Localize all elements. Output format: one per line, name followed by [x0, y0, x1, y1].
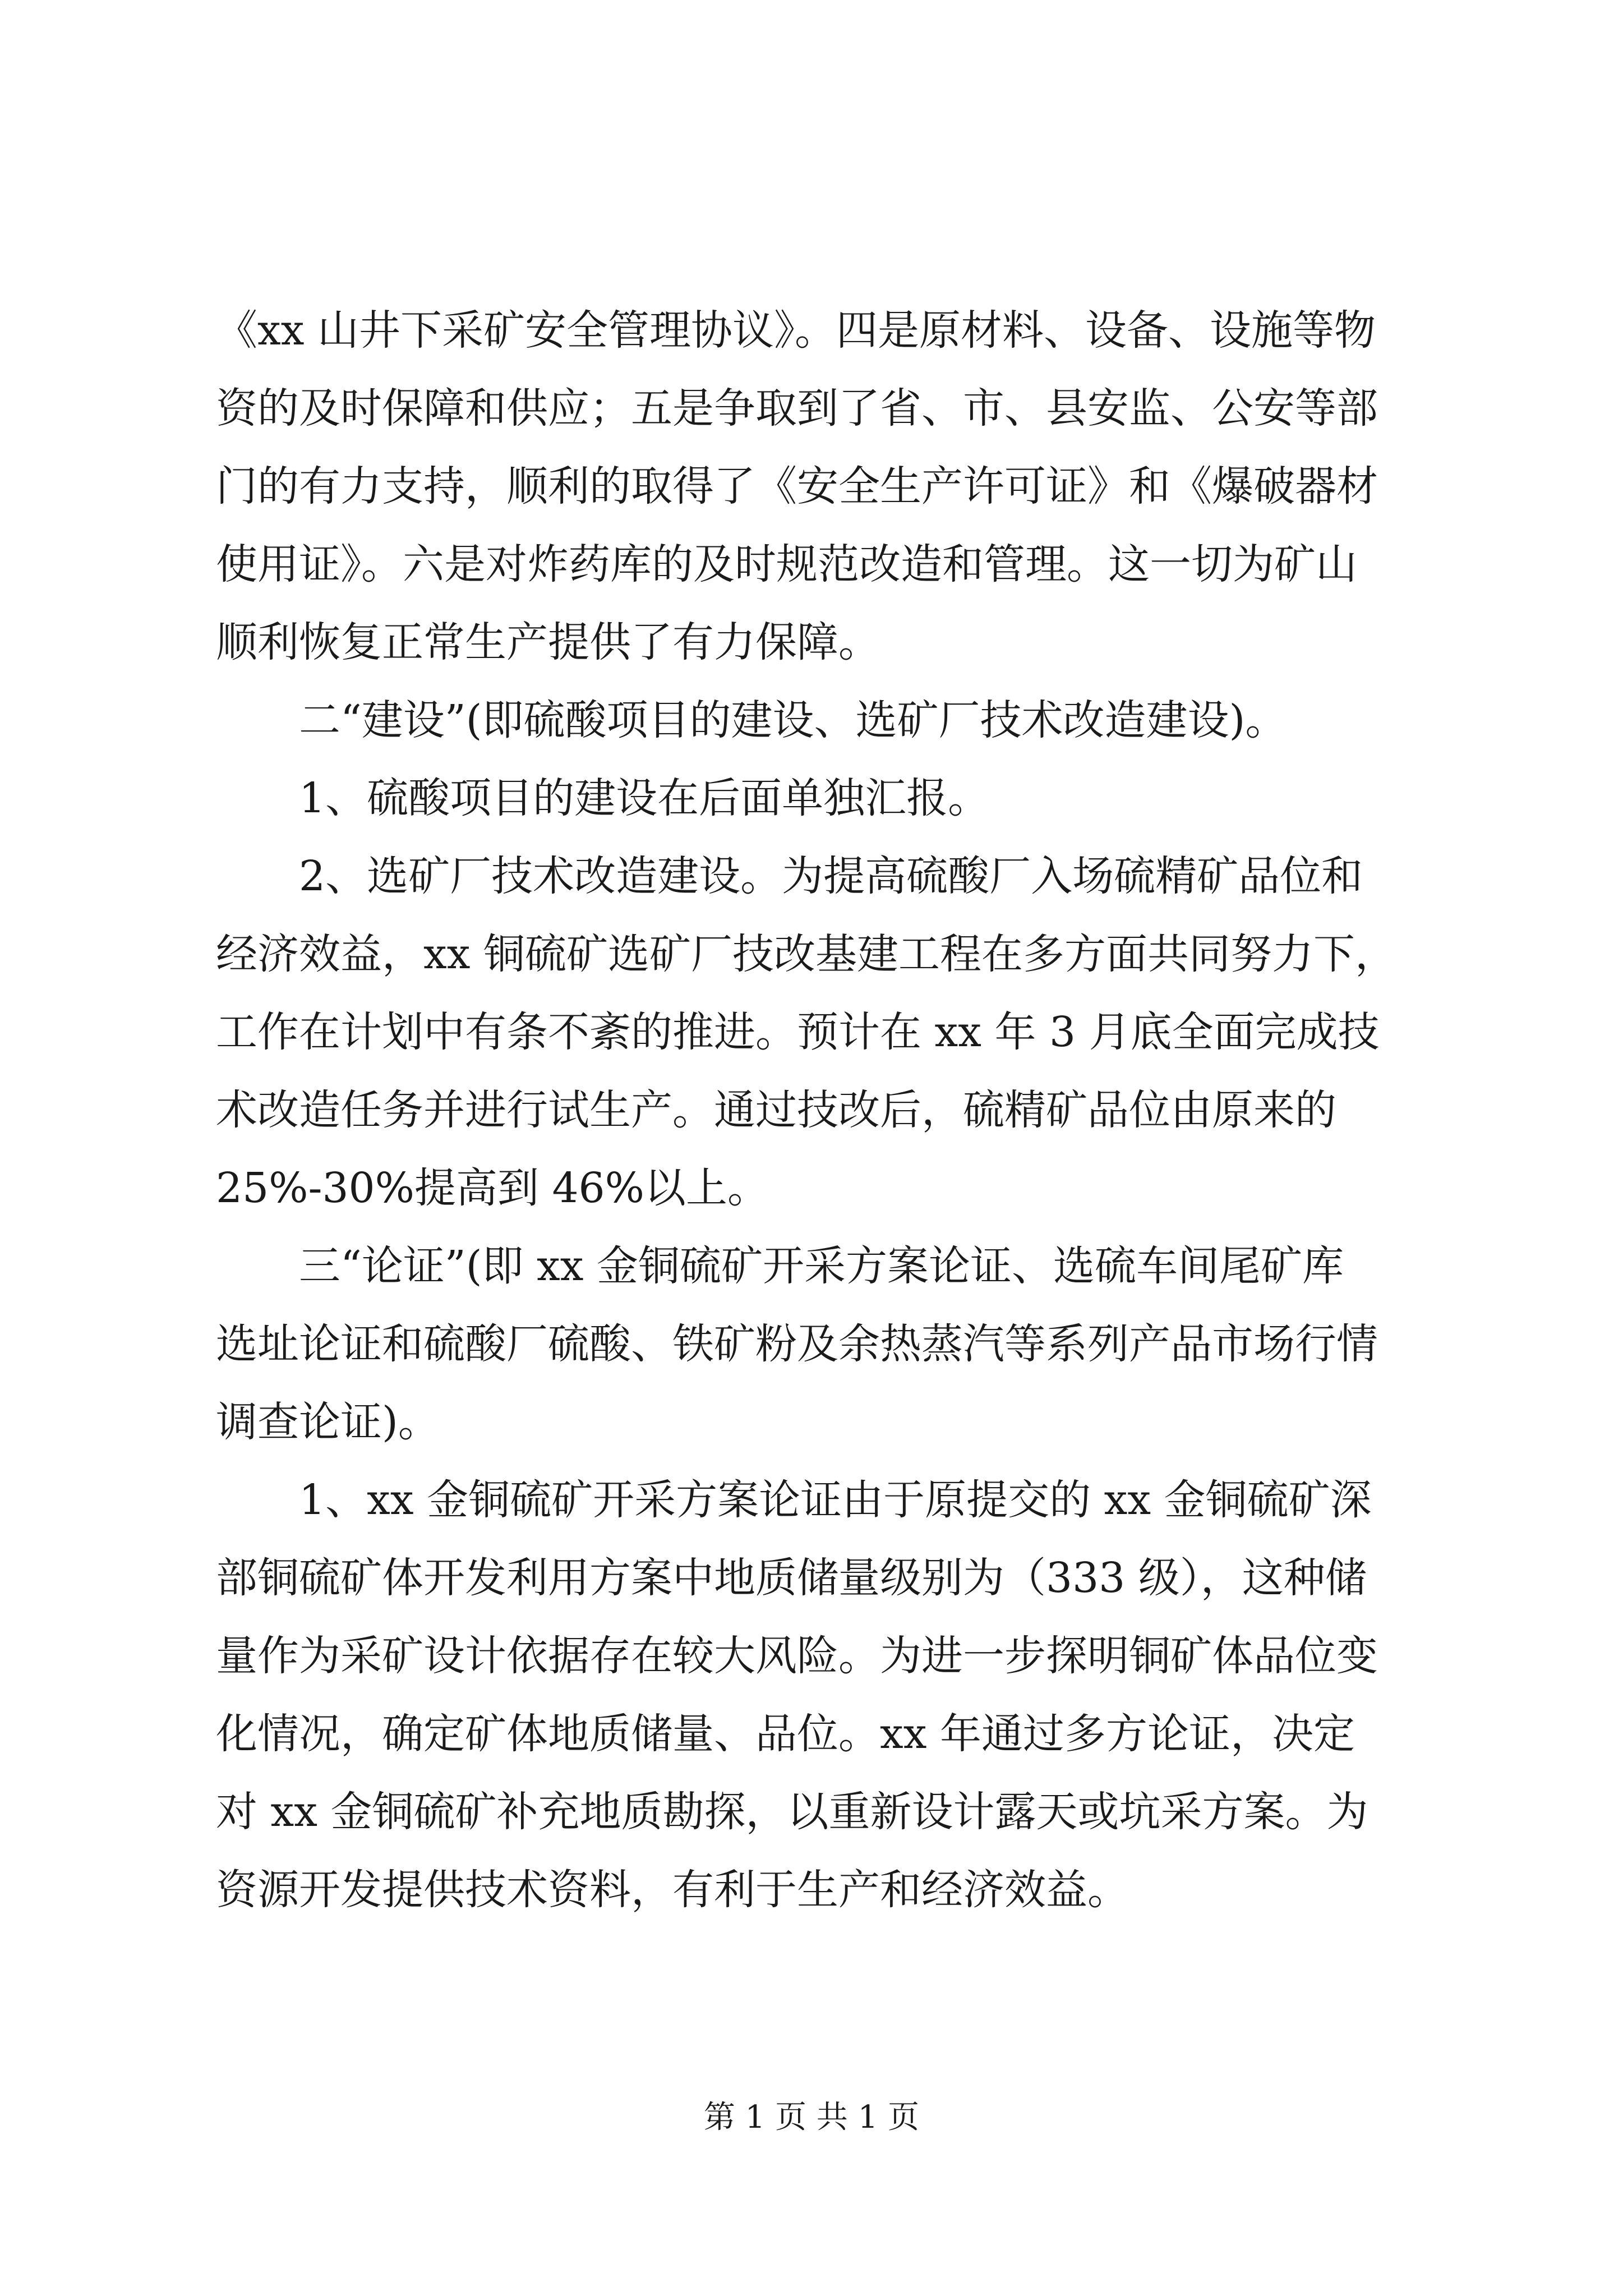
- text-line: 调查论证)。: [216, 1398, 440, 1446]
- text-line: 化情况，确定矿体地质储量、品位。xx 年通过多方论证，决定: [216, 1710, 1355, 1758]
- text-line: 2、选矿厂技术改造建设。为提高硫酸厂入场硫精矿品位和: [216, 852, 1363, 900]
- text-line: 经济效益，xx 铜硫矿选矿厂技改基建工程在多方面共同努力下，: [216, 930, 1396, 978]
- document-body: [216, 292, 1422, 1929]
- text-line: 选址论证和硫酸厂硫酸、铁矿粉及余热蒸汽等系列产品市场行情: [216, 1320, 1378, 1368]
- text-line: 顺利恢复正常生产提供了有力保障。: [216, 618, 880, 666]
- text-line: 1、硫酸项目的建设在后面单独汇报。: [216, 774, 990, 822]
- text-line: 三“论证”(即 xx 金铜硫矿开采方案论证、选硫车间尾矿库: [216, 1242, 1344, 1290]
- page-number-label: 第 1 页 共 1 页: [703, 2099, 920, 2136]
- text-line: 资源开发提供技术资料，有利于生产和经济效益。: [216, 1866, 1129, 1914]
- text-line: 工作在计划中有条不紊的推进。预计在 xx 年 3 月底全面完成技: [216, 1008, 1380, 1056]
- text-line: 量作为采矿设计依据存在较大风险。为进一步探明铜矿体品位变: [216, 1632, 1378, 1680]
- text-line: 术改造任务并进行试生产。通过技改后，硫精矿品位由原来的: [216, 1086, 1336, 1134]
- text-line: 《xx 山井下采矿安全管理协议》。四是原材料、设备、设施等物: [216, 306, 1376, 355]
- text-line: 资的及时保障和供应；五是争取到了省、市、县安监、公安等部: [216, 384, 1378, 432]
- text-line: 二“建设”(即硫酸项目的建设、选矿厂技术改造建设)。: [216, 696, 1287, 744]
- text-line: 使用证》。六是对炸药库的及时规范改造和管理。这一切为矿山: [216, 540, 1357, 588]
- page-footer: [0, 2098, 1623, 2137]
- text-line: 25%-30%提高到 46%以上。: [216, 1164, 769, 1212]
- text-line: 门的有力支持，顺利的取得了《安全生产许可证》和《爆破器材: [216, 462, 1378, 510]
- text-line: 1、xx 金铜硫矿开采方案论证由于原提交的 xx 金铜硫矿深: [216, 1476, 1372, 1524]
- text-line: 对 xx 金铜硫矿补充地质勘探，以重新设计露天或坑采方案。为: [216, 1788, 1368, 1836]
- text-line: 部铜硫矿体开发利用方案中地质储量级别为（333 级），这种储: [216, 1554, 1367, 1602]
